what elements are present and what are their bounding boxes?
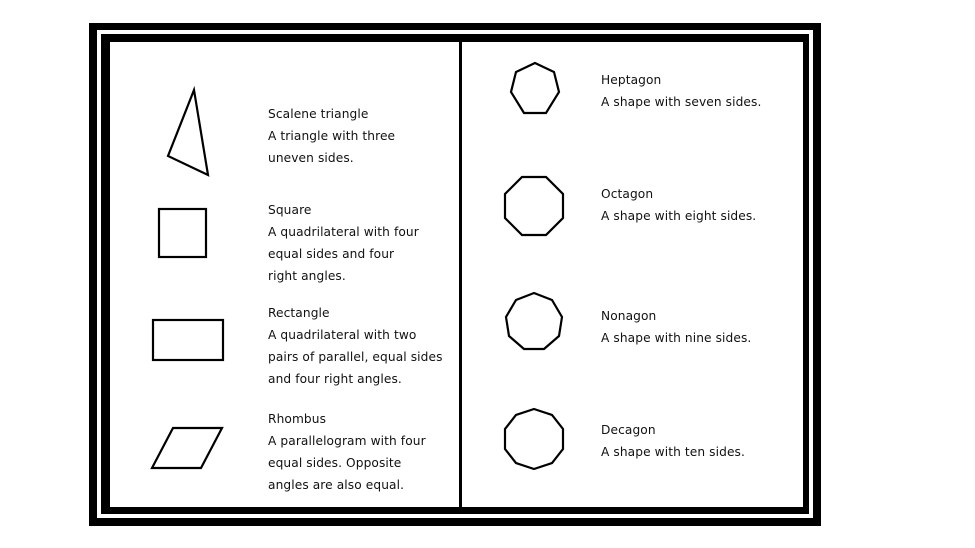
- shape-entry-square: [268, 199, 419, 287]
- shape-entry-nonagon: [601, 305, 751, 349]
- shape-name: Scalene triangle: [268, 107, 369, 121]
- shape-entry-scalene-triangle: [268, 103, 395, 169]
- shape-entry-heptagon: [601, 69, 761, 113]
- shape-name: Heptagon: [601, 73, 662, 87]
- shape-description-line: A parallelogram with four: [268, 434, 426, 448]
- shape-description-line: uneven sides.: [268, 151, 354, 165]
- shape-name: Octagon: [601, 187, 654, 201]
- shape-description-line: A triangle with three: [268, 129, 396, 143]
- shape-description-line: A quadrilateral with four: [268, 225, 419, 239]
- shape-description-line: equal sides and four: [268, 247, 395, 261]
- square-icon: [155, 205, 213, 263]
- shape-description-line: A shape with seven sides.: [601, 95, 762, 109]
- shape-description-line: right angles.: [268, 269, 346, 283]
- shape-name: Decagon: [601, 423, 656, 437]
- shape-name: Rectangle: [268, 306, 330, 320]
- rhombus-icon: [146, 422, 228, 474]
- shape-entry-octagon: [601, 183, 756, 227]
- shape-entry-rhombus: [268, 408, 426, 496]
- shape-name: Square: [268, 203, 312, 217]
- heptagon-icon: [500, 59, 570, 127]
- octagon-icon: [500, 173, 568, 239]
- shape-entry-decagon: [601, 419, 745, 463]
- shape-entry-rectangle: [268, 302, 443, 390]
- shape-description-line: angles are also equal.: [268, 478, 405, 492]
- nonagon-icon: [499, 288, 569, 358]
- shape-description-line: A shape with ten sides.: [601, 445, 745, 459]
- column-divider: [459, 42, 462, 507]
- shape-description-line: pairs of parallel, equal sides: [268, 350, 443, 364]
- shape-description-line: equal sides. Opposite: [268, 456, 402, 470]
- shape-name: Nonagon: [601, 309, 657, 323]
- shape-description-line: and four right angles.: [268, 372, 402, 386]
- shape-description-line: A shape with nine sides.: [601, 331, 752, 345]
- rectangle-icon: [148, 315, 228, 365]
- shape-description-line: A quadrilateral with two: [268, 328, 417, 342]
- decagon-icon: [499, 405, 569, 473]
- shape-description-line: A shape with eight sides.: [601, 209, 757, 223]
- scalene-triangle-icon: [160, 84, 216, 180]
- shape-name: Rhombus: [268, 412, 327, 426]
